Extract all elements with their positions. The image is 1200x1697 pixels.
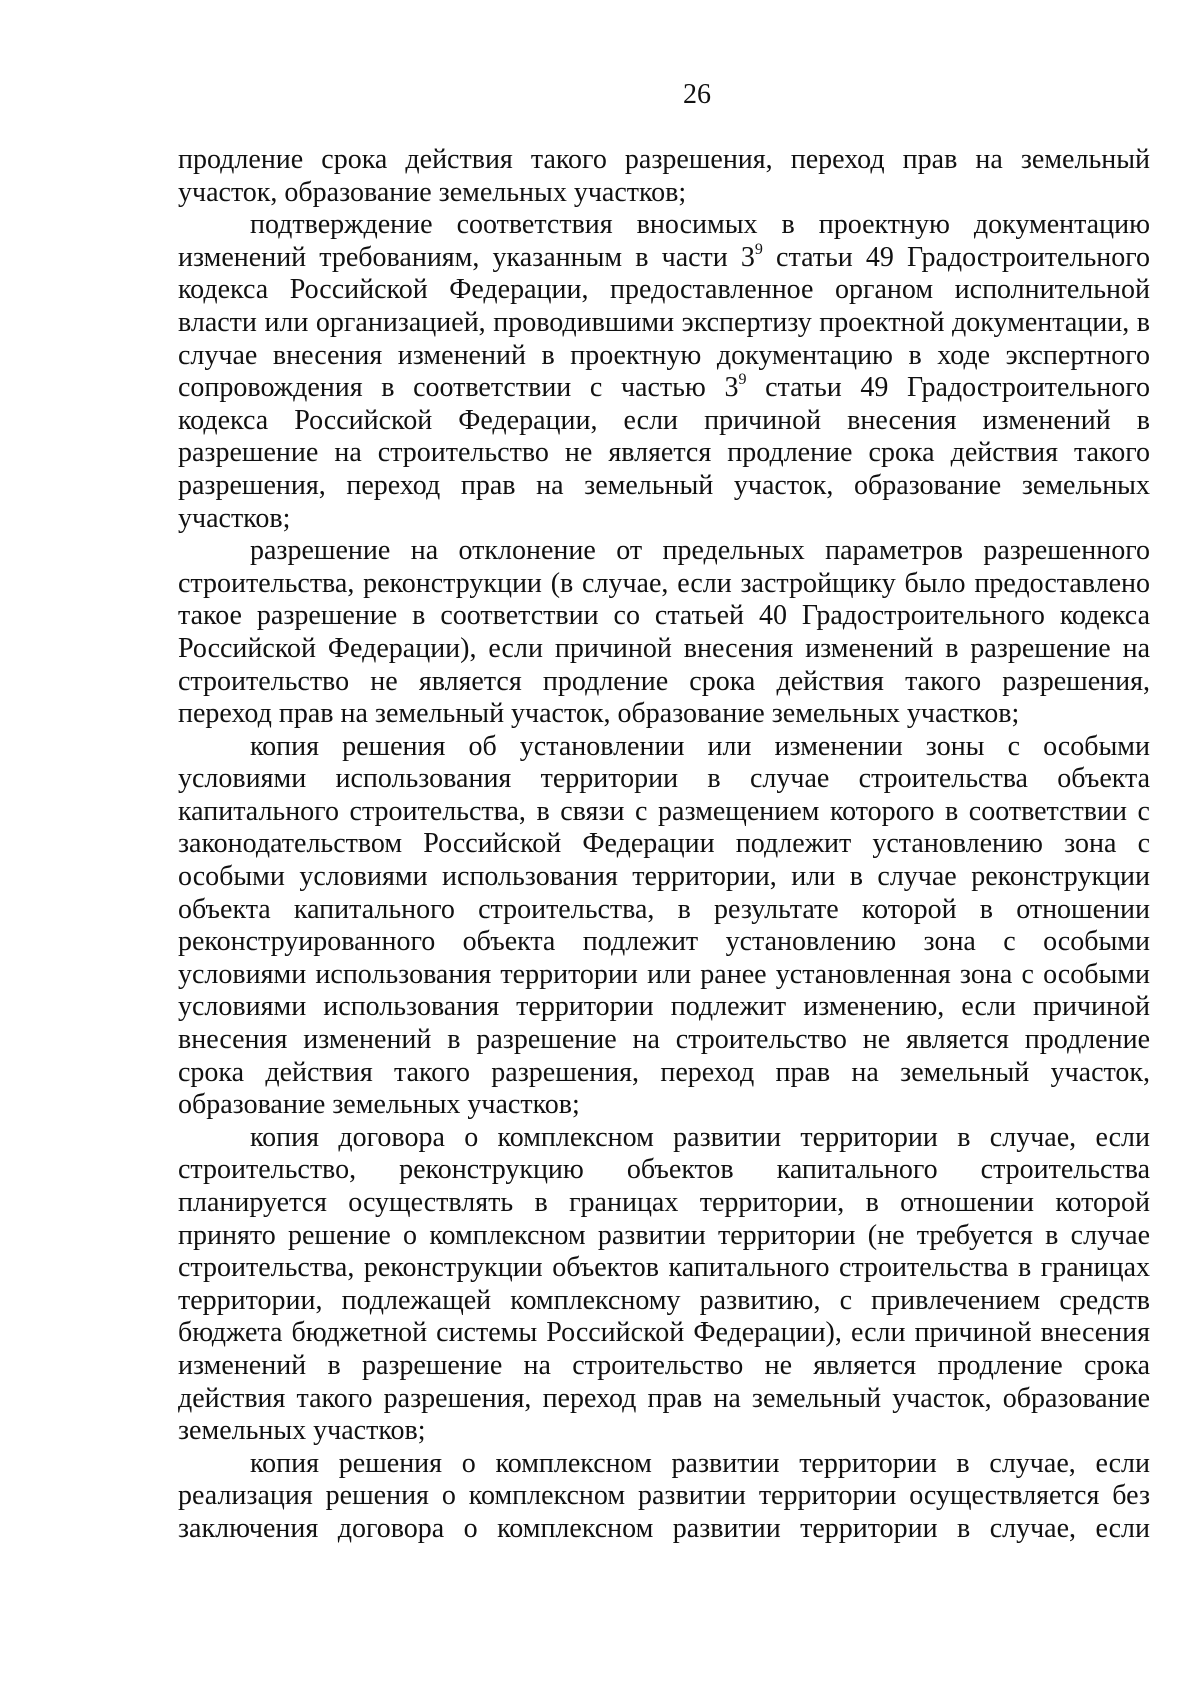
paragraph-continuation: продление срока действия такого разрешения, переход прав на земельный участок, образование земельных участков; bbox=[178, 144, 1150, 208]
paragraph-text-run: статьи 49 Градостроительного кодекса Российской Федерации, предоставленное органом исполнительной власти или организацией, проводившими экспертизу проектной документации, в случае внесения изменений в проектную документацию в ходе экспертного сопровождения в соответствии с частью 3 bbox=[178, 241, 1150, 404]
paragraph-special-zone-decision: копия решения об установлении или изменении зоны с особыми условиями использования территории в случае строительства объекта капитального строительства, в связи с размещением которого в соответствии с законодательством Российской Федерации подлежит установлению зона с особыми условиями использования территории, или в случае реконструкции объекта капитального строительства, в результате которой в отношении реконструированного объекта подлежит установлению зона с особыми условиями использования территории или ранее установленная зона с особыми условиями использования территории подлежит изменению, если причиной внесения изменений в разрешение на строительство не является продление срока действия такого разрешения, переход прав на земельный участок, образование земельных участков; bbox=[178, 730, 1150, 1121]
paragraph-complex-development-contract: копия договора о комплексном развитии территории в случае, если строительство, реконструкцию объектов капитального строительства планируется осуществлять в границах территории, в отношении которой принято решение о комплексном развитии территории (не требуется в случае строительства, реконструкции объектов капитального строительства в границах территории, подлежащей комплексному развитию, с привлечением средств бюджета бюджетной системы Российской Федерации), если причиной внесения изменений в разрешение на строительство не является продление срока действия такого разрешения, переход прав на земельный участок, образование земельных участков; bbox=[178, 1121, 1150, 1447]
superscript-index: 9 bbox=[754, 240, 763, 258]
paragraph-complex-development-decision: копия решения о комплексном развитии территории в случае, если реализация решения о комплексном развитии территории осуществляется без заключения договора о комплексном развитии территории в случае, если bbox=[178, 1447, 1150, 1544]
document-body bbox=[178, 144, 1150, 1546]
paragraph-text-run: подтверждение соответствия вносимых в проектную документацию изменений требованиям, указанным в части 3 bbox=[178, 209, 1150, 273]
paragraph-deviation-permit: разрешение на отклонение от предельных параметров разрешенного строительства, реконструкции (в случае, если застройщику было предоставлено такое разрешение в соответствии со статьей 40 Градостроительного кодекса Российской Федерации), если причиной внесения изменений в разрешение на строительство не является продление срока действия такого разрешения, переход прав на земельный участок, образование земельных участков; bbox=[178, 535, 1150, 730]
page-number: 26 bbox=[683, 79, 711, 110]
paragraph-text-run: статьи 49 Градостроительного кодекса Российской Федерации, если причиной внесения изменений в разрешение на строительство не является продление срока действия такого разрешения, переход прав на земельный участок, образование земельных участков; bbox=[178, 372, 1150, 534]
superscript-index: 9 bbox=[738, 371, 747, 389]
paragraph-project-documentation-compliance bbox=[178, 209, 1150, 535]
